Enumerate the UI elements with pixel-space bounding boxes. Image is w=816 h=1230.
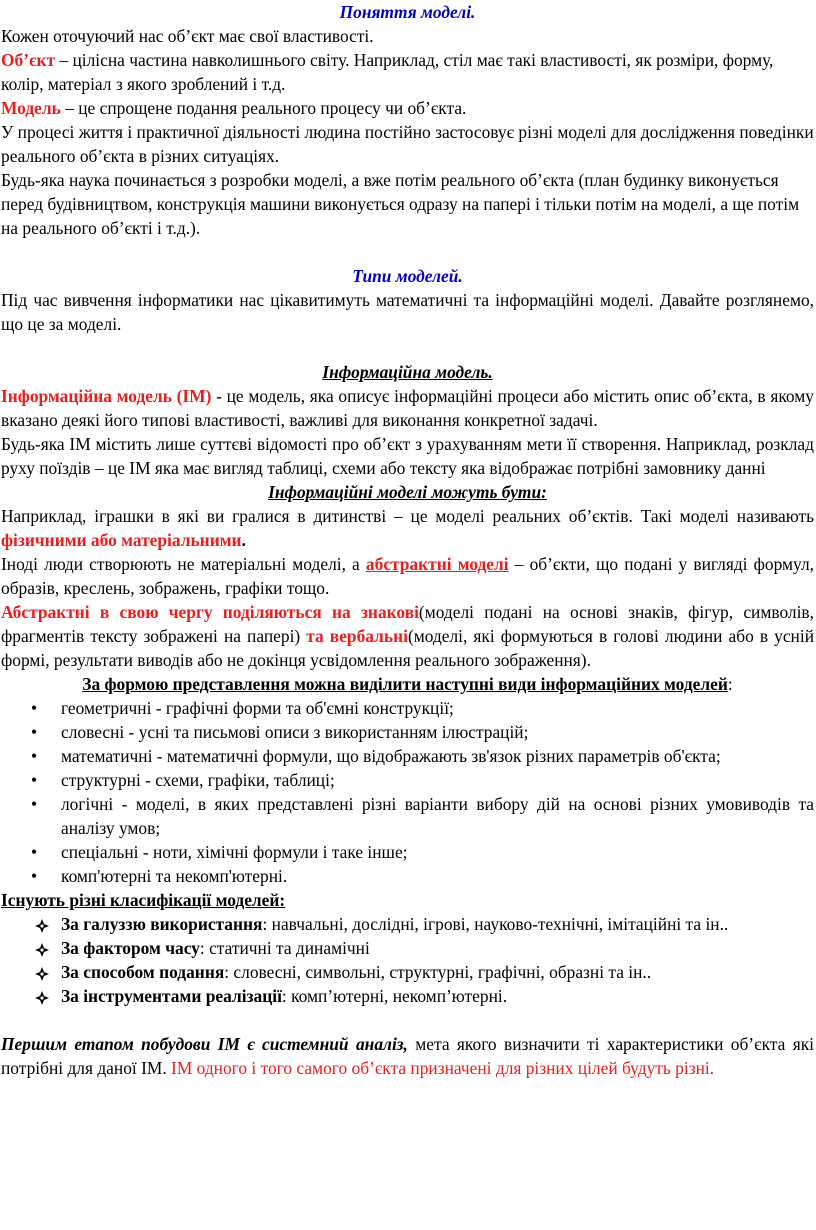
classification-heading: Існують різні класифікації моделей: (1, 890, 286, 910)
list-item: • логічні - моделі, в яких представлені різні варіанти вибору дій на основі різних умовиводів та аналізу умов; (31, 794, 814, 838)
bullet-dot-icon: • (31, 842, 38, 862)
section-title-types: Типи моделей. (352, 266, 463, 286)
paragraph-life: У процесі життя і практичної діяльності людина постійно застосовує різні моделі для дослідження поведінки реального об’єкта в різних ситуаціях. (1, 122, 814, 166)
list-item: За фактором часу: статичні та динамічні (1, 936, 814, 960)
list-item: За галуззю використання: навчальні, дослідні, ігрові, науково-технічні, імітаційні та ін.. (1, 912, 814, 936)
bullet-dot-icon: • (31, 794, 38, 814)
paragraph-abstract-division: Абстрактні в свою чергу поділяються на знакові(моделі подані на основі знаків, фігур, символів, фрагментів тексту зображені на папері) та вербальні(моделі, які формуються в голові людини або в усній формі, результати виводів або не докінця усвідомлення реального зображення). (1, 602, 814, 670)
section-title-info-model: Інформаційна модель. (322, 362, 493, 382)
paragraph-science: Будь-яка наука починається з розробки моделі, а вже потім реального об’єкта (план будинку виконується перед будівництвом, конструкція машини виконується одразу на папері і тільки потім на моделі, а ще потім на реального об’єкті і т.д.). (1, 170, 800, 238)
diamond-bullet-icon (35, 943, 49, 957)
paragraph-intro: Кожен оточуючий нас об’єкт має свої властивості. (1, 26, 374, 46)
paragraph-abstract: Іноді люди створюють не матеріальні моделі, а абстрактні моделі – об’єкти, що подані у вигляді формул, образів, креслень, зображень, графіки тощо. (1, 554, 814, 598)
section-title-concept: Поняття моделі. (339, 2, 476, 22)
list-item: • структурні - схеми, графіки, таблиці; (31, 770, 335, 790)
diamond-bullet-icon (35, 991, 49, 1005)
term-model: Модель (1, 98, 61, 118)
bullet-dot-icon: • (31, 722, 38, 742)
list-item: За інструментами реалізації: комп’ютерні, некомп’ютерні. (1, 984, 814, 1008)
list-item: • математичні - математичні формули, що відображають зв'язок різних параметрів об'єкта; (31, 746, 721, 766)
paragraph-model-definition: Модель – це спрощене подання реального процесу чи об’єкта. (1, 98, 467, 118)
list-item: • спеціальні - ноти, хімічні формули і таке інше; (31, 842, 408, 862)
form-list-heading: За формою представлення можна виділити наступні види інформаційних моделей: (82, 674, 733, 694)
paragraph-toys: Наприклад, іграшки в які ви гралися в дитинстві – це моделі реальних об’єктів. Такі моделі називають фізичними або матеріальними. (1, 506, 814, 550)
form-list (1, 696, 814, 888)
term-im: Інформаційна модель (ІМ) (1, 386, 212, 406)
list-item: • словесні - усні та письмові описи з використанням ілюстрацій; (31, 722, 529, 742)
bullet-dot-icon: • (31, 746, 38, 766)
diamond-bullet-icon (35, 919, 49, 933)
paragraph-im-definition: Інформаційна модель (ІМ) - це модель, яка описує інформаційні процеси або містить опис об’єкта, в якому вказано деякі його типові властивості, важливі для виконання конкретної задачі. (1, 386, 814, 430)
bullet-dot-icon: • (31, 770, 38, 790)
paragraph-im-essential: Будь-яка ІМ містить лише суттєві відомості про об’єкт з урахуванням мети її створення. Наприклад, розклад руху поїздів – це ІМ яка має вигляд таблиці, схеми або тексту яка відображає потрібні замовнику данні (1, 434, 814, 478)
term-object: Об’єкт (1, 50, 56, 70)
paragraph-object-definition: Об’єкт – цілісна частина навколишнього світу. Наприклад, стіл має такі властивості, як розміри, форму, колір, матеріал з якого зроблений і т.д. (1, 50, 774, 94)
list-item: • комп'ютерні та некомп'ютерні. (31, 866, 288, 886)
list-item: • геометричні - графічні форми та об'ємні конструкції; (31, 698, 454, 718)
paragraph-types: Під час вивчення інформатики нас цікавитимуть математичні та інформаційні моделі. Давайте розглянемо, що це за моделі. (1, 290, 814, 334)
bullet-dot-icon: • (31, 866, 38, 886)
section-title-can-be: Інформаційні моделі можуть бути: (268, 482, 547, 502)
paragraph-system-analysis: Першим етапом побудови ІМ є системний аналіз, мета якого визначити ті характеристики об’єкта які потрібні для даної ІМ. ІМ одного і того самого об’єкта призначені для різних цілей будуть різні. (1, 1034, 814, 1078)
bullet-dot-icon: • (31, 698, 38, 718)
classification-list (1, 912, 814, 1008)
diamond-bullet-icon (35, 967, 49, 981)
list-item: За способом подання: словесні, символьні, структурні, графічні, образні та ін.. (1, 960, 814, 984)
